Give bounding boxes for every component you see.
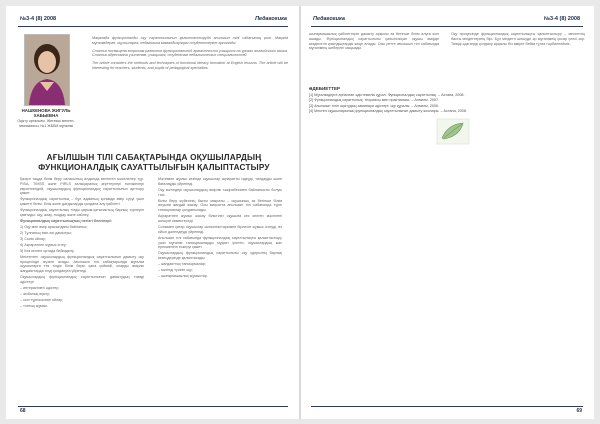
header-rule <box>18 26 288 27</box>
list-item: 2) Тұлғаның өзін-өзі дамытуы; <box>20 230 72 235</box>
paragraph: Оқу процесінде функционалдық сауаттылықты қалыптастыру – мектептің басты міндеттерінің бірі. Бұл міндетті шешуде әр мұғалімнің қосар үлесі зор. Тиімді әдістерді қолдану арқылы біз өмірге бейім тұлға тәрбиелейміз. <box>451 32 585 46</box>
author-caption <box>16 108 76 129</box>
footer-rule <box>311 406 583 407</box>
issue-number: №3-4 (8) 2008 <box>20 16 57 22</box>
paragraph: Функционалдық сауаттылық – бұл адамның қоғамда өмір сүруі үшін қажетті білім, білік және дағдыларды қолдана алу қабілеті. <box>20 197 144 207</box>
abstract-english: The article considers the methods and techniques of functional literacy formation at English lessons. The article will be interesting for teachers, students, and pupils of pedagogical specialties. <box>92 61 288 70</box>
list-item: – мәтінді түсініп оқу; <box>158 268 193 273</box>
leaf-ornament-icon <box>436 118 470 145</box>
list-item: – сын тұрғысынан ойлау; <box>20 297 63 302</box>
footer-rule <box>18 406 288 407</box>
references-list <box>309 93 585 115</box>
abstracts <box>92 36 288 72</box>
paragraph: Оқушылардың функционалдық сауаттылығын дамытудың тиімді әдістері: <box>20 275 144 285</box>
left-page-column-2 <box>158 177 282 399</box>
author-photo <box>24 34 70 106</box>
paragraph: Функционалдық сауаттылық тілдік қарым-қатынастың барлық түрлерін қамтиды: оқу, жазу, тыңдау және сөйлеу. <box>20 208 144 217</box>
paragraph: Оқу мәтіндері оқушылардың өмірлік тәжірибесімен байланысты болуы тиіс. <box>158 187 282 197</box>
list-item: – топтық жұмыс. <box>20 303 49 308</box>
paragraph: Функционалдық сауаттылықтың негізгі белгілері: <box>20 218 112 223</box>
list-item: 5) Кез келген ортада бейімделу. <box>20 248 75 253</box>
reference-item: [1] Мұғалімдерге арналған әдістемелік құрал. Функционалдық сауаттылық. – Астана, 2008. <box>309 93 465 97</box>
paragraph: Сонымен қатар оқушылар сыныптастарымен бірлесіп жұмыс істеуді, өз ойын дәлелдеуді үйренеді. <box>158 224 282 234</box>
header-rule <box>311 26 583 27</box>
paragraph: Оқушылардың функционалдық сауаттылығы оқу үдерісінің барлық кезеңдерінде қалыптасады. <box>158 251 282 261</box>
list-item: – жобалық оқыту; <box>20 291 51 296</box>
reference-item: [2] Функционалдық сауаттылық: теориясы мен практикасы. – Алматы, 2007. <box>309 98 440 103</box>
article-title: АҒЫЛШЫН ТІЛІ САБАҚТАРЫНДА ОҚУШЫЛАРДЫҢ ФУНКЦИОНАЛДЫҚ САУАТТЫЛЫҒЫН ҚАЛЫПТАСТЫРУ <box>38 153 270 172</box>
references-title: ӘДЕБИЕТТЕР <box>309 86 341 91</box>
paragraph: Білім беру жүйесінің басты мақсаты – оқушының өз бетінше білім алуына жағдай жасау. Осы мақсатта ағылшын тілі сабағында түрлі тапсырмалар қолданылады. <box>158 198 282 213</box>
list-item: 4) Ақпаратпен жұмыс істеу; <box>20 242 67 247</box>
reference-item: [3] Ағылшын тілін оқытудың заманауи әдістері: оқу құралы. – Алматы, 2006. <box>309 103 440 108</box>
left-page <box>6 6 299 419</box>
list-item: – шығармашылық жұмыстар. <box>158 274 208 279</box>
paragraph: Мектептегі оқушылардың функционалдық сауаттылығын дамыту оқу процесінде жүзеге асады. Ағылшын тілі сабақтарында мұғалім оқушыларға тек тілдік білім беріп қана қоймай, оларды өмірлік жағдаяттарда тілді қолдануға үйретеді. <box>20 254 144 274</box>
left-page-column-1 <box>20 177 144 399</box>
author-portrait-image <box>25 35 69 105</box>
paragraph: Қазіргі таңда білім беру саласының алдында көптеген мәселелер тұр. PISA, TIMSS және PIRLS халықаралық зерттеулері нәтижелері көрсеткендей, оқушылардың функционалдық сауаттылығын арттыру қажет. <box>20 177 144 196</box>
right-page-column-2 <box>451 32 585 80</box>
page-number: 68 <box>20 408 26 414</box>
paragraph: Мәтінмен жұмыс кезінде оқушылар ақпаратты іздеуді, талдауды және бағалауды үйренеді. <box>158 177 282 186</box>
list-item: 3) Сыни ойлау; <box>20 236 46 241</box>
list-item: – интерактивті әдістер; <box>20 286 60 290</box>
abstract-kazakh: Мақалада функционалды оқу сауаттылығын қалыптастыруда ағылшын тілі сабағының ролі. Мақала мұғалімдерге, оқушыларға, педагогика мамандықтары студенттеріне арналады. <box>92 36 288 45</box>
author-position: Оқыту орталығы, Жетекші мектеп-гимназиясы, №1 ЖББМ мұғалімі <box>17 119 75 128</box>
magazine-spread <box>6 6 594 419</box>
page-number: 69 <box>576 408 582 414</box>
reference-item: [4] Мектеп оқушыларының функционалдық сауаттылығын дамыту жоспары. – Астана, 2008. <box>309 109 467 114</box>
list-item: 1) Оқу мен өмір арасындағы байланыс; <box>20 224 88 229</box>
paragraph: Ақпаратпен жұмыс жасау біліктілігі оқушыға кез келген мәселені шешуге көмектеседі. <box>158 214 282 223</box>
issue-number: №3-4 (8) 2008 <box>543 16 580 22</box>
right-page-column-1 <box>309 32 439 80</box>
journal-section: Педагогика <box>313 16 345 22</box>
journal-section: Педагогика <box>255 16 287 22</box>
list-item: – жағдаяттық тапсырмалар; <box>158 262 206 267</box>
abstract-russian: Статья посвящена вопросам развития функциональной грамотности учащихся на уроках английского языка. Статья адресована учителям, учащимся, студентам педагогических специальностей. <box>92 48 288 58</box>
author-name: НАШКЕНОВА ЖИГУЛЬ ХАБЬЕВНА <box>21 108 71 119</box>
right-page <box>301 6 594 419</box>
paragraph: шығармашылық қабілеттерін дамыту арқылы өз бетінше білім алуға жол ашады. Функционалдық сауаттылығы қалыптасқан оқушы өмірде кездесетін қиындықтарды жеңе алады. Осы ретте ағылшын тілі сабағында мұғалімнің шеберлігі маңызды. <box>309 32 439 51</box>
paragraph: Ағылшын тілі сабағында функционалдық сауаттылықты қалыптастыру үшін мұғалім тапсырмаларды мұқият іріктеп, оқушылардың жас ерекшелігін ескеруі қажет. <box>158 235 282 250</box>
